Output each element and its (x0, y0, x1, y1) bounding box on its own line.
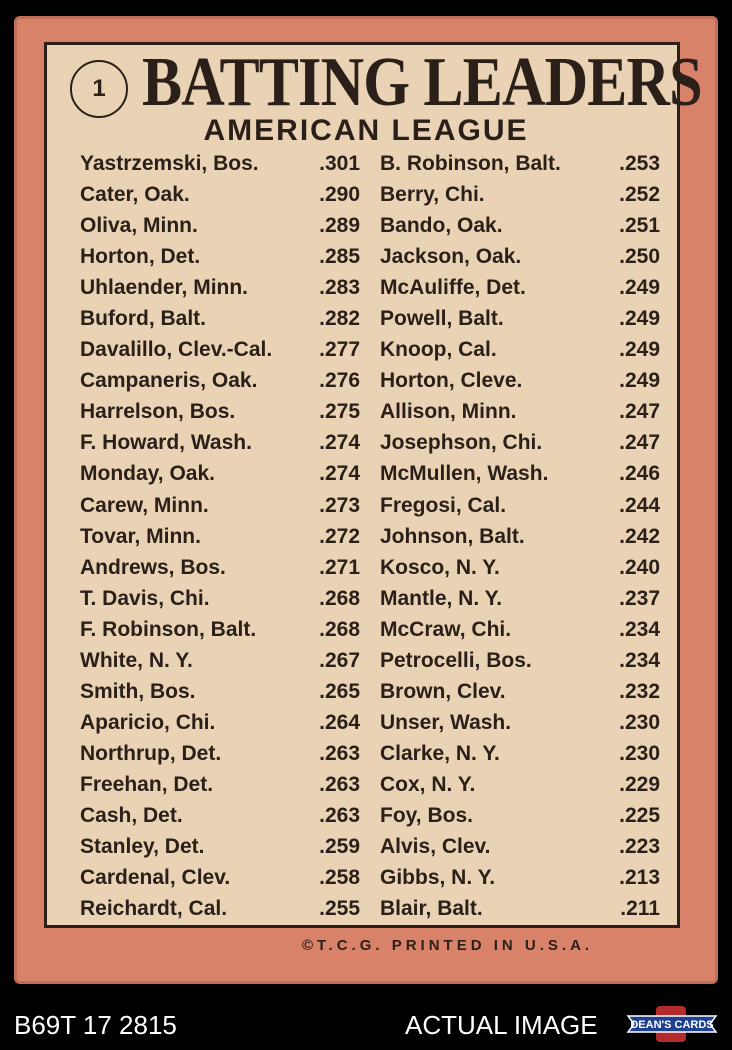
batting-average: .263 (319, 803, 360, 827)
batting-average: .267 (319, 648, 360, 672)
batting-average: .263 (319, 772, 360, 796)
batting-average: .264 (319, 710, 360, 734)
batting-average: .247 (619, 400, 660, 424)
player-name: Josephson, Chi. (380, 431, 543, 455)
stat-row (80, 893, 360, 924)
player-name: Andrews, Bos. (80, 555, 226, 579)
stat-row (80, 676, 360, 707)
batting-average: .223 (619, 835, 660, 859)
batting-average: .268 (319, 586, 360, 610)
batting-average: .244 (619, 493, 660, 517)
batting-average: .290 (319, 183, 360, 207)
card-number-badge: 1 (70, 60, 128, 118)
player-name: Horton, Det. (80, 245, 201, 269)
batting-average: .234 (619, 648, 660, 672)
player-name: Reichardt, Cal. (80, 897, 228, 921)
player-name: Cox, N. Y. (380, 772, 476, 796)
batting-average: .247 (619, 431, 660, 455)
card-title: BATTING LEADERS (142, 44, 702, 121)
player-name: Knoop, Cal. (380, 338, 497, 362)
batting-average: .276 (319, 369, 360, 393)
player-name: Uhlaender, Minn. (80, 276, 249, 300)
batting-average: .253 (619, 152, 660, 175)
player-name: Oliva, Minn. (80, 214, 198, 238)
stat-row (380, 769, 660, 800)
stat-row (80, 148, 360, 179)
stat-row (80, 769, 360, 800)
stat-row (380, 800, 660, 831)
player-name: Kosco, N. Y. (380, 555, 500, 579)
player-name: T. Davis, Chi. (80, 586, 210, 610)
player-name: Tovar, Minn. (80, 524, 201, 548)
stat-row (80, 490, 360, 521)
player-name: Mantle, N. Y. (380, 586, 503, 610)
stat-row (380, 427, 660, 458)
batting-average: .230 (619, 741, 660, 765)
batting-average: .265 (319, 679, 360, 703)
batting-average: .250 (619, 245, 660, 269)
stat-row (80, 521, 360, 552)
stat-row (380, 521, 660, 552)
item-code: B69T 17 2815 (14, 1010, 177, 1040)
stat-row (380, 707, 660, 738)
batting-average: .274 (319, 431, 360, 455)
stat-row (80, 800, 360, 831)
player-name: F. Robinson, Balt. (80, 617, 257, 641)
player-name: Petrocelli, Bos. (380, 648, 532, 672)
batting-average: .255 (319, 897, 360, 921)
player-name: Buford, Balt. (80, 307, 206, 331)
batting-average: .263 (319, 741, 360, 765)
player-name: Cash, Det. (80, 803, 183, 827)
stat-row (80, 645, 360, 676)
batting-average: .271 (319, 555, 360, 579)
player-name: Northrup, Det. (80, 741, 222, 765)
player-name: McMullen, Wash. (380, 462, 549, 486)
player-name: McAuliffe, Det. (380, 276, 526, 300)
stat-row (80, 583, 360, 614)
stat-row (380, 583, 660, 614)
stat-row (380, 893, 660, 924)
stat-row (80, 303, 360, 334)
player-name: McCraw, Chi. (380, 617, 512, 641)
player-name: Jackson, Oak. (380, 245, 522, 269)
player-name: Freehan, Det. (80, 772, 214, 796)
batting-average: .240 (619, 555, 660, 579)
batting-average: .285 (319, 245, 360, 269)
player-name: Horton, Cleve. (380, 369, 523, 393)
stat-row (380, 365, 660, 396)
stat-row (380, 831, 660, 862)
stat-row (380, 458, 660, 489)
left-stats-column (80, 148, 360, 924)
player-name: Powell, Balt. (380, 307, 504, 331)
player-name: Clarke, N. Y. (380, 741, 500, 765)
player-name: Johnson, Balt. (380, 524, 525, 548)
batting-average: .249 (619, 307, 660, 331)
right-stats-column (380, 148, 660, 924)
stat-row (380, 552, 660, 583)
stat-row (80, 552, 360, 583)
batting-average: .289 (319, 214, 360, 238)
player-name: Smith, Bos. (80, 679, 196, 703)
card-subtitle: AMERICAN LEAGUE (203, 114, 529, 147)
stat-row (380, 738, 660, 769)
batting-average: .249 (619, 369, 660, 393)
batting-average: .213 (619, 866, 660, 890)
batting-average: .242 (619, 524, 660, 548)
copyright-line: ©T.C.G. PRINTED IN U.S.A. (302, 937, 594, 954)
batting-average: .225 (619, 803, 660, 827)
batting-average: .232 (619, 679, 660, 703)
batting-average: .249 (619, 338, 660, 362)
player-name: Brown, Clev. (380, 679, 506, 703)
player-name: Yastrzemski, Bos. (80, 152, 259, 175)
stat-row (80, 738, 360, 769)
player-name: Allison, Minn. (380, 400, 517, 424)
stat-row (380, 303, 660, 334)
stat-row (380, 210, 660, 241)
player-name: Fregosi, Cal. (380, 493, 507, 517)
batting-average: .275 (319, 400, 360, 424)
stat-row (80, 334, 360, 365)
stat-row (80, 458, 360, 489)
player-name: Monday, Oak. (80, 462, 215, 486)
stat-row (80, 241, 360, 272)
batting-average: .252 (619, 183, 660, 207)
player-name: Cardenal, Clev. (80, 866, 231, 890)
batting-average: .259 (319, 835, 360, 859)
stat-row (80, 862, 360, 893)
stat-row (80, 272, 360, 303)
player-name: Carew, Minn. (80, 493, 209, 517)
player-name: White, N. Y. (80, 648, 193, 672)
batting-average: .272 (319, 524, 360, 548)
stat-row (80, 396, 360, 427)
batting-average: .273 (319, 493, 360, 517)
batting-average: .211 (620, 897, 660, 921)
player-name: Aparicio, Chi. (80, 710, 216, 734)
player-name: Cater, Oak. (80, 183, 190, 207)
stat-row (380, 272, 660, 303)
batting-average: .268 (319, 617, 360, 641)
stat-row (80, 831, 360, 862)
stat-row (380, 241, 660, 272)
batting-average: .282 (319, 307, 360, 331)
stat-row (380, 614, 660, 645)
batting-average: .249 (619, 276, 660, 300)
actual-image-label: ACTUAL IMAGE (405, 1010, 598, 1040)
stat-row (80, 365, 360, 396)
stat-row (80, 179, 360, 210)
batting-average: .237 (619, 586, 660, 610)
logo-text: DEAN'S CARDS (630, 1019, 714, 1031)
stat-row (380, 179, 660, 210)
batting-average: .229 (619, 772, 660, 796)
stat-row (380, 396, 660, 427)
player-name: Blair, Balt. (380, 897, 483, 921)
player-name: Foy, Bos. (380, 803, 473, 827)
player-name: B. Robinson, Balt. (380, 152, 561, 175)
stat-row (380, 676, 660, 707)
stat-row (80, 707, 360, 738)
batting-average: .234 (619, 617, 660, 641)
stat-row (80, 614, 360, 645)
batting-average: .274 (319, 462, 360, 486)
player-name: Gibbs, N. Y. (380, 866, 496, 890)
player-name: Unser, Wash. (380, 710, 512, 734)
player-name: Alvis, Clev. (380, 835, 491, 859)
batting-average: .230 (619, 710, 660, 734)
stat-row (380, 148, 660, 179)
batting-average: .258 (319, 866, 360, 890)
batting-average: .251 (619, 214, 660, 238)
player-name: Berry, Chi. (380, 183, 485, 207)
stat-row (380, 334, 660, 365)
player-name: F. Howard, Wash. (80, 431, 252, 455)
batting-average: .283 (319, 276, 360, 300)
stat-row (380, 490, 660, 521)
stat-row (80, 210, 360, 241)
deans-cards-logo (626, 1004, 718, 1044)
batting-average: .246 (619, 462, 660, 486)
player-name: Bando, Oak. (380, 214, 503, 238)
player-name: Stanley, Det. (80, 835, 205, 859)
batting-average: .301 (319, 152, 360, 175)
player-name: Davalillo, Clev.-Cal. (80, 338, 273, 362)
stat-row (380, 862, 660, 893)
player-name: Campaneris, Oak. (80, 369, 258, 393)
batting-average: .277 (319, 338, 360, 362)
stat-row (80, 427, 360, 458)
stat-row (380, 645, 660, 676)
player-name: Harrelson, Bos. (80, 400, 236, 424)
